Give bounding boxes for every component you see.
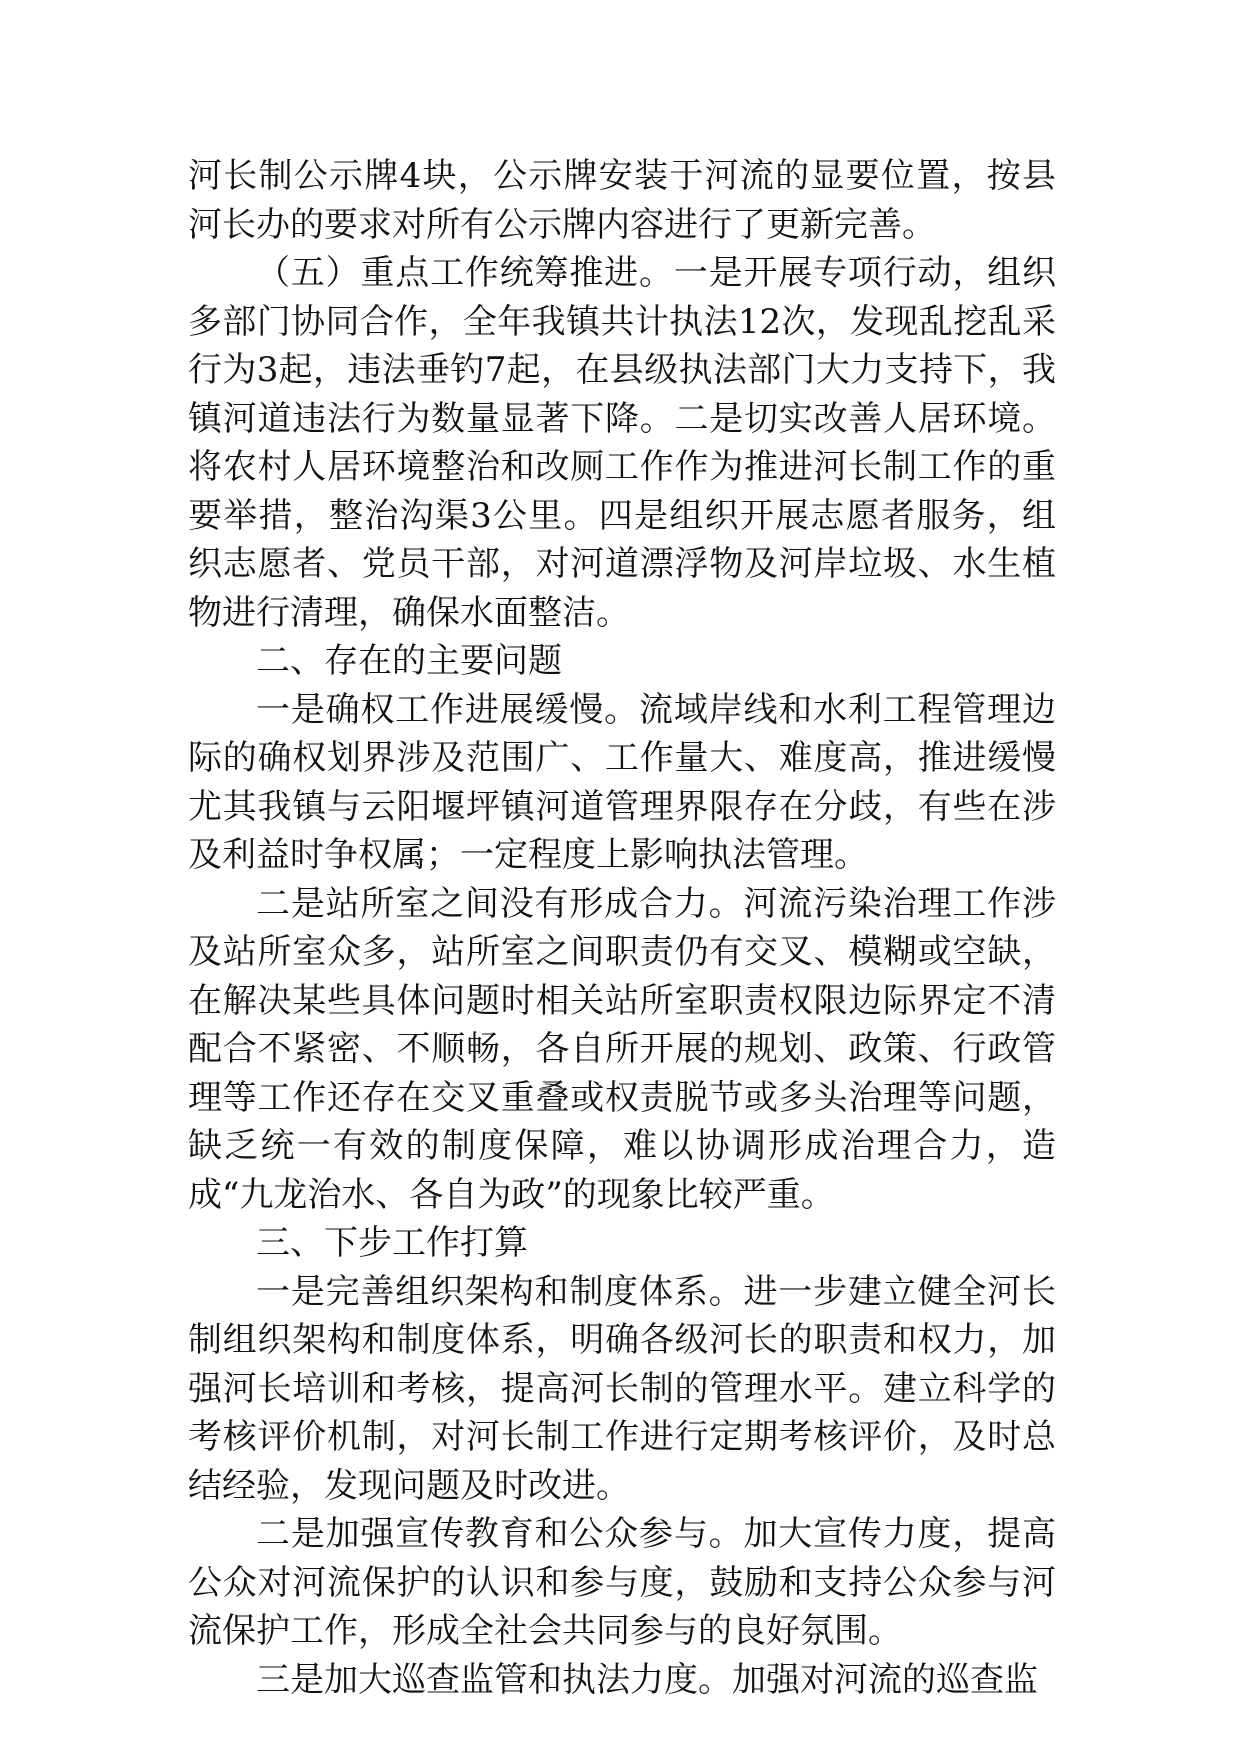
heading-main-problems: 二、存在的主要问题 [256,641,562,681]
paragraph-problem-1: 一是确权工作进展缓慢。流域岸线和水利工程管理边际的确权划界涉及范围广、工作量大、难度高，推进缓慢尤其我镇与云阳堰坪镇河道管理界限存在分歧，有些在涉及利益时争权属；一定程度上影响执法管理。 [188,689,1056,875]
heading-next-plans: 三、下步工作打算 [256,1223,528,1263]
paragraph-plan-1: 一是完善组织架构和制度体系。进一步建立健全河长制组织架构和制度体系，明确各级河长的职责和权力，加强河长培训和考核，提高河长制的管理水平。建立科学的考核评价机制，对河长制工作进行定期考核评价，及时总结经验，发现问题及时改进。 [188,1271,1056,1506]
paragraph-plan-2: 二是加强宣传教育和公众参与。加大宣传力度，提高公众对河流保护的认识和参与度，鼓励和支持公众参与河流保护工作，形成全社会共同参与的良好氛围。 [188,1514,1056,1651]
paragraph-key-work: （五）重点工作统筹推进。一是开展专项行动，组织多部门协同合作，全年我镇共计执法12次，发现乱挖乱采行为3起，违法垂钓7起，在县级执法部门大力支持下，我镇河道违法行为数量显著下降。二是切实改善人居环境。将农村人居环境整治和改厕工作作为推进河长制工作的重要举措，整治沟渠3公里。四是组织开展志愿者服务，组织志愿者、党员干部，对河道漂浮物及河岸垃圾、水生植物进行清理，确保水面整洁。 [188,253,1056,633]
document-page [188,152,1056,1704]
paragraph-continued-signboards: 河长制公示牌4块，公示牌安装于河流的显要位置，按县河长办的要求对所有公示牌内容进行了更新完善。 [188,156,1056,245]
paragraph-problem-2: 二是站所室之间没有形成合力。河流污染治理工作涉及站所室众多，站所室之间职责仍有交叉、模糊或空缺，在解决某些具体问题时相关站所室职责权限边际界定不清配合不紧密、不顺畅，各自所开展的规划、政策、行政管理等工作还存在交叉重叠或权责脱节或多头治理等问题，缺乏统一有效的制度保障，难以协调形成治理合力，造成“九龙治水、各自为政”的现象比较严重。 [188,883,1056,1215]
paragraph-plan-3: 三是加大巡查监管和执法力度。加强对河流的巡查监 [256,1659,1038,1700]
